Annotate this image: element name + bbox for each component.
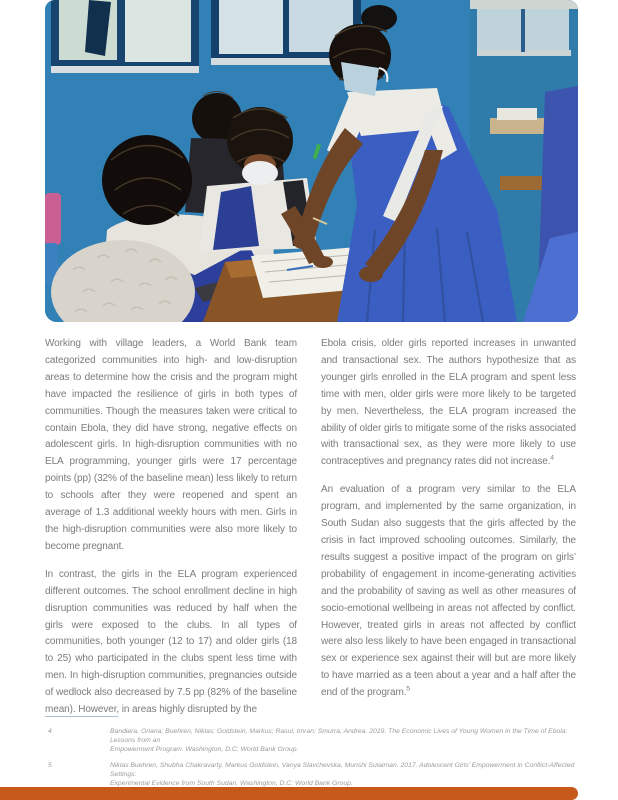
footnote-citation bbox=[110, 761, 576, 788]
footnotes bbox=[48, 727, 576, 795]
footnote-ref-5: 5 bbox=[406, 685, 410, 693]
paragraph-3-text: Ebola crisis, older girls reported increases in unwanted and transactional sex. The authors hypothesize that as younger girls enrolled in the ELA program and spent less time with men, older girls were more likely to be targeted by men. Nevertheless, the ELA program increased the ability of older girls to mitigate some of the risks associated with transactional sex, as they were more likely to use contraceptives and pregnancy rates did not increase. bbox=[321, 338, 576, 468]
footnote-4 bbox=[48, 727, 576, 754]
paragraph-1: Working with village leaders, a World Bank team categorized communities into high- and low-disruption areas to determine how the crisis and the program might have impacted the resilience of girls in both types of communities. Though the measures taken were critical to contain Ebola, they did have strong, negative effects on adolescent girls. In high-disruption communities with no ELA programming, younger girls were 17 percentage points (pp) (32% of the baseline mean) less likely to return to schools after they were reopened and spent an average of 1.3 additional weekly hours with men. Girls in the high-disruption communities were also more likely to become pregnant. bbox=[45, 338, 297, 552]
right-column bbox=[321, 336, 576, 730]
footer-accent-bar bbox=[0, 787, 578, 800]
paragraph-4-text: An evaluation of a program very similar to the ELA program, and implemented by the same organization, in South Sudan also suggests that the girls affected by the crisis in fact improved schooling outcomes. Similarly, the results suggest a positive impact of the program on girls’ probability of engagement in income-generating activities and the probability of saving as well as other measures of socio-emotional wellbeing in areas not affected by conflict. However, treated girls in areas not affected by conflict were also less likely to have been engaged in transactional sex or experience sex against their will but are more likely to have married as a teen about a year and a half after the end of the program. bbox=[321, 484, 576, 699]
footnote-citation bbox=[110, 727, 576, 754]
footnote-line: Niklas Buehren, Shubha Chakravarty, Markus Goldstein, Vanya Slavchevska, Munshi Sulaiman. 2017. Adolescent Girls’ Empowerment in Conflict-Affected Settings: bbox=[110, 762, 575, 778]
footnote-number: 5 bbox=[48, 762, 52, 769]
footnote-ref-4: 4 bbox=[550, 455, 554, 463]
classroom-photo-illustration bbox=[45, 0, 578, 322]
left-column bbox=[45, 336, 297, 730]
footnote-line: Empowerment Program. Washington, D.C: World Bank Group. bbox=[110, 746, 299, 753]
paragraph-2: In contrast, the girls in the ELA program experienced different outcomes. The school enrollment decline in high disruption communities was reduced by half when the girls were exposed to the clubs. In all types of communities, both younger (12 to 17) and older girls (18 to 25) who participated in the clubs spent less time with men. In high-disruption communities, pregnancies outside of wedlock also decreased by 7.5 pp (82% of the baseline mean). However, in areas highly disrupted by the bbox=[45, 568, 297, 716]
footnote-line: Bandiera, Oriana; Buehren, Niklas; Goldstein, Markus; Rasul, Imran; Smurra, Andrea. 2019. The Economic Lives of Young Women in the Time of Ebola: Lessons from an bbox=[110, 728, 568, 744]
footnote-number: 4 bbox=[48, 728, 52, 735]
footnote-divider bbox=[45, 716, 118, 717]
paragraph-3 bbox=[321, 336, 576, 471]
body-text bbox=[45, 336, 576, 730]
paragraph-4 bbox=[321, 482, 576, 702]
classroom-photo bbox=[45, 0, 578, 322]
footnote-5 bbox=[48, 761, 576, 788]
footnote-line: Experimental Evidence from South Sudan. Washington, D.C: World Bank Group. bbox=[110, 780, 353, 787]
